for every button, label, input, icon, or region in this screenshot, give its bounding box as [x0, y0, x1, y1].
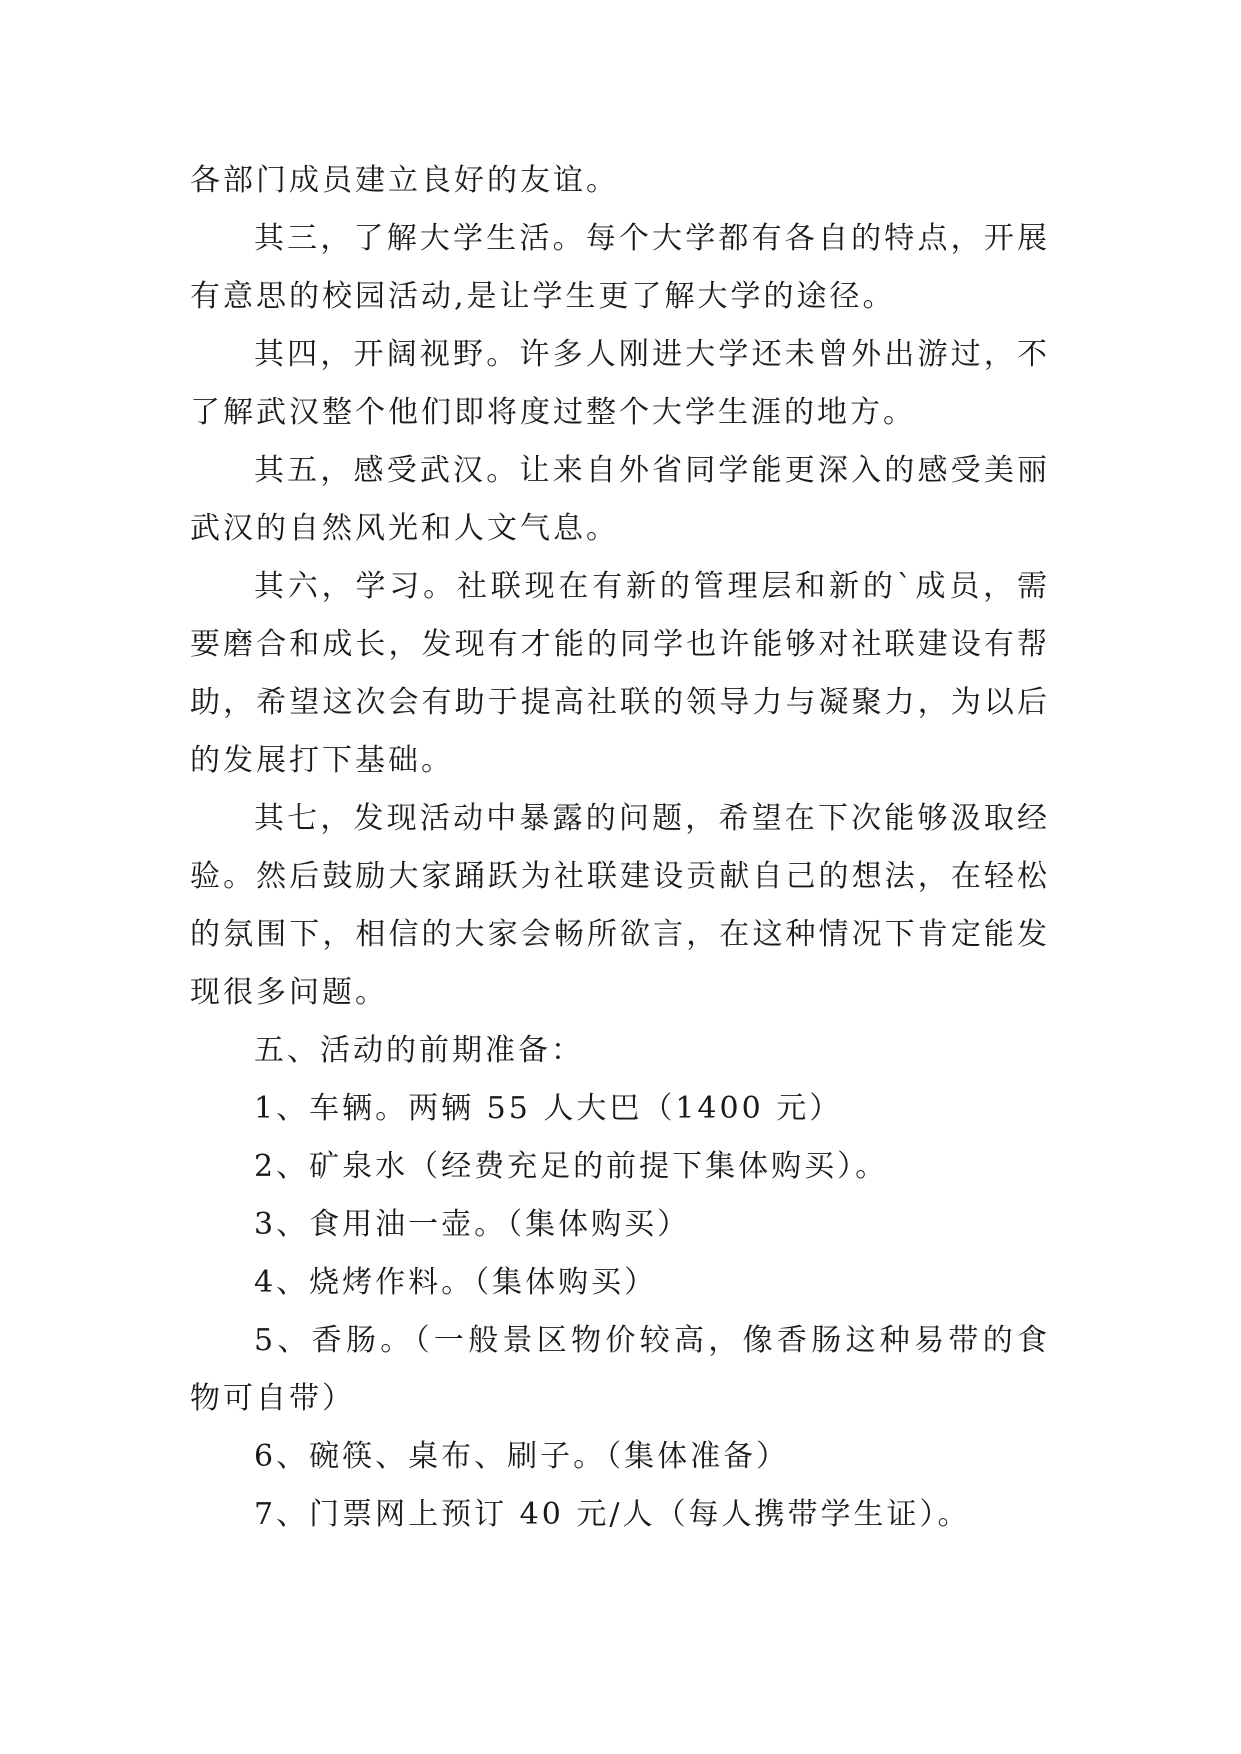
document-body [190, 152, 1050, 1544]
list-item: 2、矿泉水（经费充足的前提下集体购买）。 [254, 1149, 889, 1184]
paragraph-point-three: 其三，了解大学生活。每个大学都有各自的特点，开展有意思的校园活动,是让学生更了解大学的途径。 [190, 221, 1050, 314]
list-item: 1、车辆。两辆 55 人大巴（1400 元） [254, 1091, 843, 1126]
paragraph-point-seven: 其七，发现活动中暴露的问题，希望在下次能够汲取经验。然后鼓励大家踊跃为社联建设贡献自己的想法，在轻松的氛围下，相信的大家会畅所欲言，在这种情况下肯定能发现很多问题。 [190, 801, 1050, 1010]
list-item: 7、门票网上预订 40 元/人（每人携带学生证）。 [254, 1497, 971, 1532]
section-heading-preparation: 五、活动的前期准备： [254, 1033, 584, 1068]
paragraph-point-five: 其五，感受武汉。让来自外省同学能更深入的感受美丽武汉的自然风光和人文气息。 [190, 453, 1050, 546]
list-item: 4、烧烤作料。（集体购买） [254, 1265, 658, 1300]
list-item: 3、食用油一壶。（集体购买） [254, 1207, 691, 1242]
list-item: 6、碗筷、桌布、刷子。（集体准备） [254, 1439, 790, 1474]
paragraph-continuation: 各部门成员建立良好的友谊。 [190, 163, 619, 198]
list-item: 5、香肠。（一般景区物价较高，像香肠这种易带的食物可自带） [190, 1323, 1050, 1416]
paragraph-point-four: 其四，开阔视野。许多人刚进大学还未曾外出游过，不了解武汉整个他们即将度过整个大学生涯的地方。 [190, 337, 1050, 430]
paragraph-point-six: 其六，学习。社联现在有新的管理层和新的`成员，需要磨合和成长，发现有才能的同学也许能够对社联建设有帮助，希望这次会有助于提高社联的领导力与凝聚力，为以后的发展打下基础。 [190, 569, 1050, 778]
